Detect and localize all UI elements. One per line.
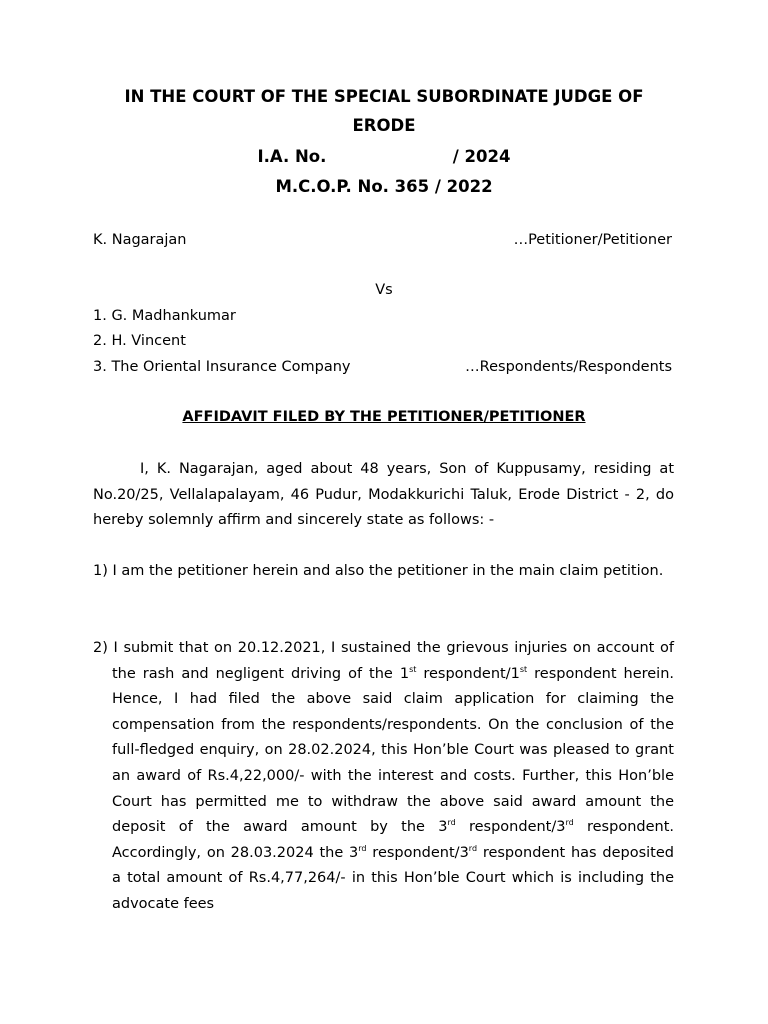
paragraph-2-text: respondent. Accordingly, on 28.03.2024 the 3 xyxy=(112,819,674,861)
respondent-1: 1. G. Madhankumar xyxy=(93,308,236,324)
ordinal-suffix: st xyxy=(519,664,528,674)
paragraph-2-text: respondent/1 xyxy=(416,665,520,682)
paragraph-1: 1) I am the petitioner herein and also the petitioner in the main claim petition. xyxy=(93,563,664,579)
petitioner-name: K. Nagarajan xyxy=(93,232,187,248)
paragraph-2-text: respondent/3 xyxy=(366,844,469,861)
court-name-line2: ERODE xyxy=(352,116,416,135)
petitioner-row xyxy=(93,232,672,248)
court-name-line1: IN THE COURT OF THE SPECIAL SUBORDINATE JUDGE OF xyxy=(124,87,644,106)
intro-paragraph: I, K. Nagarajan, aged about 48 years, Son of Kuppusamy, residing at No.20/25, Vellalapalayam, 46 Pudur, Modakkurichi Taluk, Erode District - 2, do hereby solemnly affirm and sincerely state as follows: - xyxy=(93,461,674,529)
affidavit-title: AFFIDAVIT FILED BY THE PETITIONER/PETITIONER xyxy=(182,409,586,425)
paragraph-2-text: respondent has deposited a total amount of Rs.4,77,264/- in this Hon’ble Court which is including the advocate fees xyxy=(112,844,674,912)
versus-label: Vs xyxy=(375,282,393,298)
respondent-3-row xyxy=(93,359,672,375)
paragraph-2-text: respondent herein. Hence, I had filed the above said claim application for claiming the compensation from the respondents/respondents. On the conclusion of the full-fledged enquiry, on 28.02.2024, this Hon’ble Court was pleased to grant an award of Rs.4,22,000/- with the interest and costs. Further, this Hon’ble Court has permitted me to withdraw the above said award amount the deposit of the award amount by the 3 xyxy=(112,665,675,836)
respondent-3: 3. The Oriental Insurance Company xyxy=(93,359,351,375)
ordinal-suffix: rd xyxy=(565,818,574,828)
mcop-number: M.C.O.P. No. 365 / 2022 xyxy=(275,177,493,196)
paragraph-2-text: 2) I submit that on 20.12.2021, I sustained the grievous injuries on account of the rash and negligent driving of the 1 xyxy=(93,640,674,682)
ia-number: I.A. No. / 2024 xyxy=(257,147,511,166)
respondents-role: …Respondents/Respondents xyxy=(465,359,672,375)
respondent-2: 2. H. Vincent xyxy=(93,333,186,349)
paragraph-2 xyxy=(93,636,674,918)
ordinal-suffix: st xyxy=(409,664,417,674)
ordinal-suffix: rd xyxy=(468,843,478,853)
petitioner-role: …Petitioner/Petitioner xyxy=(513,232,672,248)
ordinal-suffix: rd xyxy=(358,843,367,853)
ordinal-suffix: rd xyxy=(447,818,456,828)
paragraph-2-text: respondent/3 xyxy=(455,819,566,836)
